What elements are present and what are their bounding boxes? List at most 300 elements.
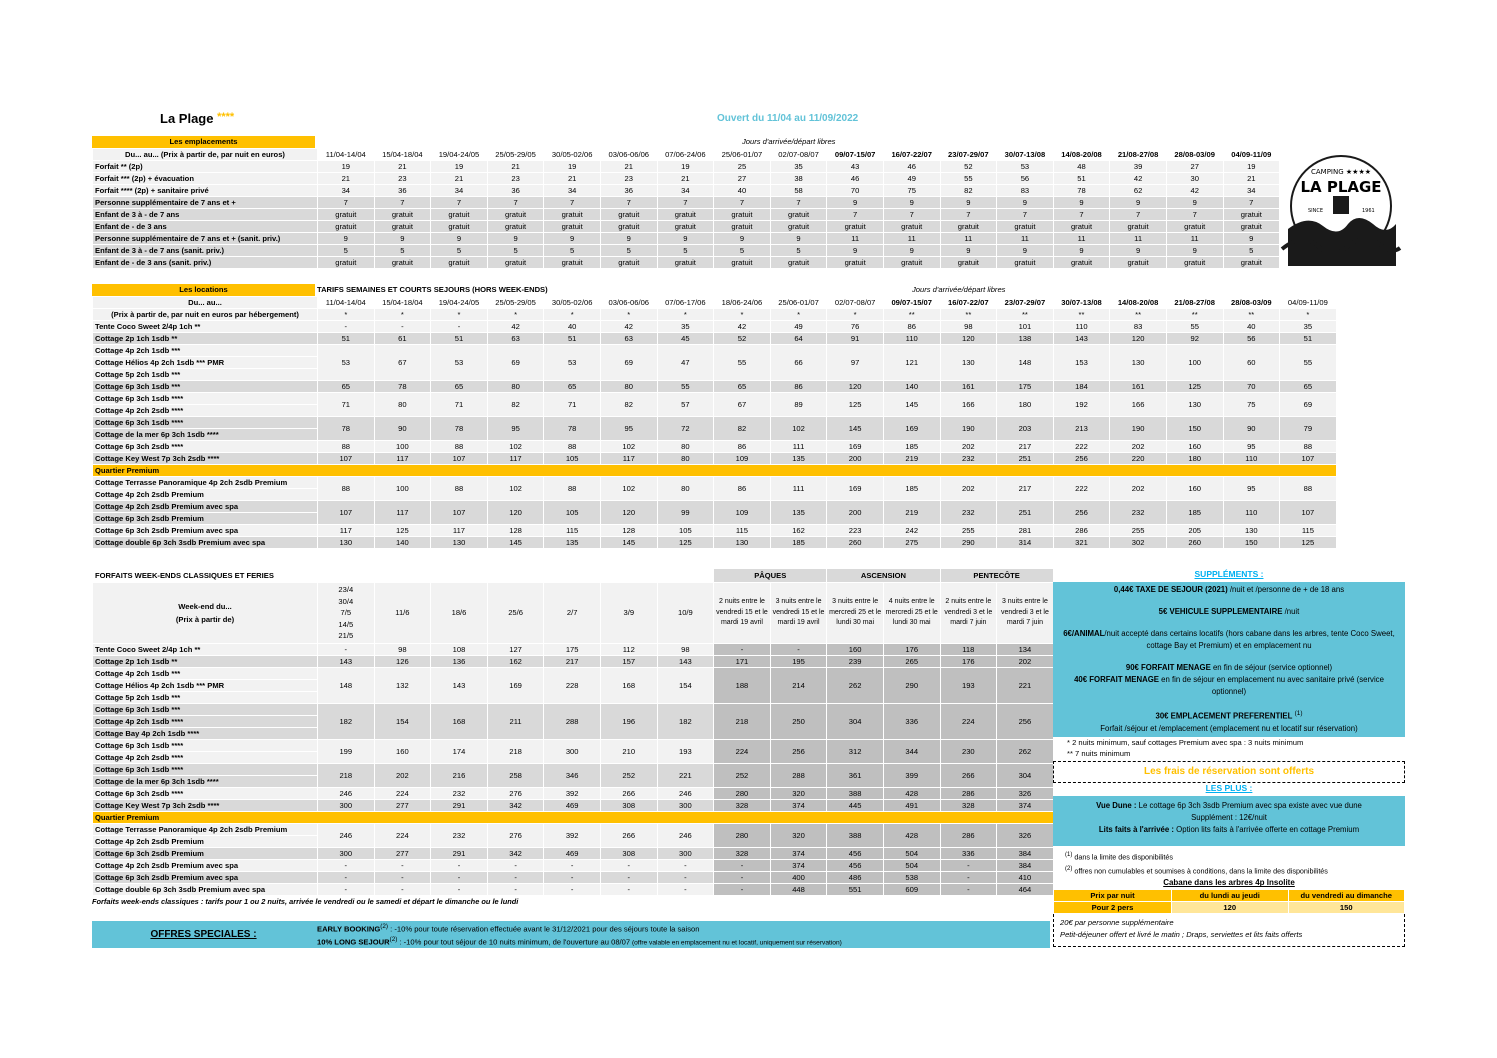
price-cell: 250 [770, 704, 827, 740]
price-cell: 78 [431, 417, 488, 441]
price-cell: 221 [657, 764, 714, 788]
price-cell: 145 [600, 537, 657, 549]
price-cell: 185 [883, 477, 940, 501]
price-cell: 400 [770, 872, 827, 884]
price-cell: 202 [997, 656, 1054, 668]
holiday-period: 2 nuits entre le vendredi 15 et le mardi 19 avril [714, 583, 771, 644]
price-cell: 21 [1223, 173, 1280, 185]
price-cell: 40 [544, 321, 601, 333]
price-cell: 160 [1166, 477, 1223, 501]
price-cell: 216 [431, 764, 488, 788]
price-cell: 199 [318, 740, 375, 764]
note-1: $^{(1)}$ dans la limite des disponibilités [1065, 851, 1174, 861]
accommodation-label: Cottage de la mer 6p 3ch 1sdb **** [93, 429, 318, 441]
price-cell: 266 [600, 824, 657, 848]
price-cell: 65 [431, 381, 488, 393]
price-cell: 224 [940, 704, 997, 740]
period-header: 09/07-15/07 [827, 149, 884, 161]
price-cell: 308 [600, 848, 657, 860]
holiday-period: 4 nuits entre le mercredi 25 et le lundi 30 mai [883, 583, 940, 644]
price-cell: 304 [827, 704, 884, 740]
period-header: 18/06-24/06 [714, 297, 771, 309]
price-cell: 202 [940, 441, 997, 453]
accommodation-label: Cottage 6p 3ch 2sdb **** [93, 441, 318, 453]
price-cell: 232 [940, 501, 997, 525]
price-cell: 40 [1223, 321, 1280, 333]
price-cell: 107 [1280, 501, 1337, 525]
price-cell: 79 [1280, 417, 1337, 441]
price-cell: 42 [487, 321, 544, 333]
min-stay-star: ** [1223, 309, 1280, 321]
price-cell: 88 [318, 441, 375, 453]
price-cell: 308 [600, 800, 657, 812]
price-cell: 162 [487, 656, 544, 668]
price-cell: 5 [600, 245, 657, 257]
price-cell: 112 [600, 644, 657, 656]
price-cell: - [544, 884, 601, 896]
price-cell: 168 [431, 704, 488, 740]
price-cell: 374 [770, 848, 827, 860]
price-cell: 46 [883, 161, 940, 173]
price-cell: 154 [374, 704, 431, 740]
price-cell: 97 [827, 345, 884, 381]
price-cell: 262 [997, 740, 1054, 764]
price-cell: gratuit [1166, 257, 1223, 269]
price-cell: 190 [940, 417, 997, 441]
price-cell: 232 [1110, 501, 1167, 525]
price-cell: gratuit [657, 209, 714, 221]
price-cell: 211 [487, 704, 544, 740]
price-cell: 11 [883, 233, 940, 245]
price-cell: - [431, 884, 488, 896]
price-cell: 88 [1280, 441, 1337, 453]
price-cell: 232 [940, 453, 997, 465]
price-cell: - [374, 860, 431, 872]
price-cell: 43 [827, 161, 884, 173]
price-cell: 9 [714, 233, 771, 245]
price-cell: 55 [1280, 345, 1337, 381]
price-cell: 9 [1223, 233, 1280, 245]
price-cell: 102 [770, 417, 827, 441]
price-cell: 57 [657, 393, 714, 417]
table-row [93, 644, 1054, 656]
price-cell: 219 [883, 453, 940, 465]
price-cell: 260 [1166, 537, 1223, 549]
supplements-panel [1053, 569, 1405, 947]
table-row [93, 477, 1337, 489]
free-days-note: Jours d'arrivée/départ libres [742, 137, 836, 146]
weekend-date: 2/7 [544, 583, 601, 644]
price-cell: 7 [714, 197, 771, 209]
price-cell: 218 [714, 704, 771, 740]
min-stay-star: ** [940, 309, 997, 321]
price-cell: 280 [714, 788, 771, 800]
price-cell: 290 [883, 668, 940, 704]
price-cell: 169 [827, 441, 884, 453]
accommodation-label: Cottage 5p 2ch 1sdb *** [93, 692, 318, 704]
price-cell: 95 [600, 417, 657, 441]
price-cell: 7 [997, 209, 1054, 221]
price-cell: 456 [827, 848, 884, 860]
price-cell: 176 [940, 656, 997, 668]
locations-section [92, 284, 1337, 549]
period-header: 16/07-22/07 [940, 297, 997, 309]
price-cell: 384 [997, 860, 1054, 872]
price-cell: gratuit [770, 221, 827, 233]
price-cell: 62 [1110, 185, 1167, 197]
price-cell: gratuit [1166, 221, 1223, 233]
price-cell: 125 [374, 525, 431, 537]
price-cell: 5 [770, 245, 827, 257]
table-row [93, 704, 1054, 716]
price-cell: - [431, 860, 488, 872]
accommodation-label: Cottage 6p 3ch 2sdb Premium [93, 848, 318, 860]
price-cell: 213 [1053, 417, 1110, 441]
price-cell: 140 [374, 537, 431, 549]
price-cell: 132 [374, 668, 431, 704]
price-cell: - [544, 872, 601, 884]
price-cell: gratuit [827, 257, 884, 269]
price-cell: gratuit [714, 221, 771, 233]
accommodation-label: Cottage 4p 2ch 1sdb **** [93, 716, 318, 728]
price-cell: 11 [1110, 233, 1167, 245]
les-plus-box: Vue Dune : Le cottage 6p 3ch 3sdb Premium avec spa existe avec vue dune Supplément : 12€/nuit Lits faits à l'arrivée : Option lits faits à l'arrivée offerte en cottage Premium [1053, 796, 1405, 846]
accommodation-label: Cottage 4p 2ch 2sdb Premium [93, 836, 318, 848]
price-cell: 82 [940, 185, 997, 197]
min-stay-star: * [487, 309, 544, 321]
weekend-footnote: Forfaits week-ends classiques : tarifs pour 1 ou 2 nuits, arrivée le vendredi ou le samedi et départ le dimanche ou le lundi [92, 897, 519, 906]
price-cell: 9 [883, 197, 940, 209]
price-cell: 80 [600, 381, 657, 393]
accommodation-label: Cottage 4p 2ch 2sdb Premium [93, 489, 318, 501]
period-header: 07/06-24/06 [657, 149, 714, 161]
price-cell: 219 [883, 501, 940, 525]
price-cell: 49 [770, 321, 827, 333]
price-cell: 90 [374, 417, 431, 441]
price-cell: - [374, 321, 431, 333]
opening-dates: Ouvert du 11/04 au 11/09/2022 [717, 113, 859, 124]
accommodation-label: Cottage 4p 2ch 2sdb **** [93, 752, 318, 764]
table-row [93, 393, 1337, 405]
price-cell: - [374, 872, 431, 884]
price-cell: 9 [883, 245, 940, 257]
price-cell: 232 [431, 788, 488, 800]
accommodation-label: Cottage 6p 3ch 2sdb Premium avec spa [93, 525, 318, 537]
price-cell: 9 [997, 245, 1054, 257]
price-cell: 40 [714, 185, 771, 197]
price-cell: 117 [374, 453, 431, 465]
price-cell: 188 [714, 668, 771, 704]
price-cell: 134 [997, 644, 1054, 656]
price-cell: 217 [997, 441, 1054, 453]
price-cell: 11 [827, 233, 884, 245]
holiday-header: PENTECÔTE [940, 569, 1053, 583]
accommodation-label: Cottage 6p 3ch 1sdb **** [93, 764, 318, 776]
price-cell: 126 [374, 656, 431, 668]
price-cell: 75 [883, 185, 940, 197]
price-cell: 95 [1223, 441, 1280, 453]
price-cell: 195 [770, 656, 827, 668]
price-cell: 7 [374, 197, 431, 209]
min-stay-note-2: ** 7 nuits minimum [1067, 748, 1131, 758]
price-cell: - [714, 872, 771, 884]
price-cell: 9 [1110, 197, 1167, 209]
table-row [93, 537, 1337, 549]
price-cell: 7 [770, 197, 827, 209]
min-stay-note-1: * 2 nuits minimum, sauf cottages Premium avec spa : 3 nuits minimum [1067, 737, 1304, 747]
price-cell: 42 [714, 321, 771, 333]
price-cell: 21 [487, 161, 544, 173]
price-cell: 30 [1166, 173, 1223, 185]
table-row [93, 381, 1337, 393]
price-cell: - [657, 872, 714, 884]
section-subtitle: TARIFS SEMAINES ET COURTS SEJOURS (HORS WEEK-ENDS) [317, 285, 548, 294]
holiday-header: ASCENSION [827, 569, 940, 583]
price-cell: 11 [997, 233, 1054, 245]
period-header: 15/04-18/04 [374, 149, 431, 161]
price-cell: 184 [1053, 381, 1110, 393]
price-cell: 42 [600, 321, 657, 333]
price-cell: 504 [883, 848, 940, 860]
price-cell: - [487, 872, 544, 884]
row-label: Enfant de 3 à - de 7 ans (sanit. priv.) [93, 245, 318, 257]
price-cell: 80 [657, 477, 714, 501]
table-row [93, 161, 1280, 173]
price-cell: 140 [883, 381, 940, 393]
price-cell: 392 [544, 788, 601, 800]
price-cell: 125 [1166, 381, 1223, 393]
svg-text:SINCE: SINCE [1308, 208, 1324, 214]
price-cell: 5 [544, 245, 601, 257]
price-cell: - [770, 644, 827, 656]
price-cell: gratuit [883, 221, 940, 233]
price-cell: 9 [657, 233, 714, 245]
price-cell: 53 [997, 161, 1054, 173]
price-cell: 486 [827, 872, 884, 884]
price-cell: 128 [487, 525, 544, 537]
price-cell: - [487, 860, 544, 872]
price-cell: 130 [1223, 525, 1280, 537]
cabane-table: Prix par nuit du lundi au jeudi du vendredi au dimanche Pour 2 pers 120 150 [1053, 889, 1405, 914]
price-cell: 145 [487, 537, 544, 549]
price-cell: gratuit [487, 221, 544, 233]
price-cell: 202 [374, 764, 431, 788]
min-stay-star: * [657, 309, 714, 321]
price-cell: 180 [1166, 453, 1223, 465]
price-cell: 109 [714, 501, 771, 525]
price-cell: 256 [997, 704, 1054, 740]
table-row [93, 453, 1337, 465]
price-cell: 127 [487, 644, 544, 656]
price-cell: 117 [487, 453, 544, 465]
price-cell: gratuit [657, 221, 714, 233]
price-cell: 5 [657, 245, 714, 257]
price-cell: 115 [544, 525, 601, 537]
min-stay-star: ** [1053, 309, 1110, 321]
price-cell: - [657, 860, 714, 872]
price-cell: gratuit [714, 257, 771, 269]
row-label: Enfant de - de 3 ans (sanit. priv.) [93, 257, 318, 269]
price-cell: 70 [1223, 381, 1280, 393]
price-cell: - [600, 884, 657, 896]
price-cell: 445 [827, 800, 884, 812]
price-cell: 19 [318, 161, 375, 173]
price-cell: 51 [544, 333, 601, 345]
table-row [93, 656, 1054, 668]
min-stay-star: * [1280, 309, 1337, 321]
price-cell: 130 [318, 537, 375, 549]
price-cell: 266 [940, 764, 997, 788]
price-cell: - [940, 860, 997, 872]
price-cell: 200 [827, 453, 884, 465]
price-cell: 9 [431, 233, 488, 245]
accommodation-label: Cottage Terrasse Panoramique 4p 2ch 2sdb Premium [93, 477, 318, 489]
price-cell: 217 [997, 477, 1054, 501]
emplacements-section [92, 136, 1280, 269]
price-cell: 117 [318, 525, 375, 537]
accommodation-label: Cottage Bay 4p 2ch 1sdb **** [93, 728, 318, 740]
price-cell: 23 [487, 173, 544, 185]
price-cell: 7 [827, 209, 884, 221]
holiday-period: 2 nuits entre le vendredi 3 et le mardi 7 juin [940, 583, 997, 644]
price-cell: 9 [544, 233, 601, 245]
price-cell: 115 [1280, 525, 1337, 537]
price-cell: gratuit [544, 257, 601, 269]
price-cell: gratuit [1110, 221, 1167, 233]
accommodation-label: Cottage 4p 2ch 2sdb Premium avec spa [93, 501, 318, 513]
price-cell: 428 [883, 788, 940, 800]
price-cell: - [940, 872, 997, 884]
price-cell: 256 [770, 740, 827, 764]
price-cell: 105 [657, 525, 714, 537]
min-stay-star: * [431, 309, 488, 321]
price-cell: 5 [318, 245, 375, 257]
price-cell: 92 [1166, 333, 1223, 345]
price-cell: 399 [883, 764, 940, 788]
price-cell: 153 [1053, 345, 1110, 381]
price-cell: 99 [657, 501, 714, 525]
accommodation-label: Cottage 6p 3ch 1sdb **** [93, 393, 318, 405]
table-row [93, 233, 1280, 245]
price-cell: 55 [1166, 321, 1223, 333]
price-cell: 252 [600, 764, 657, 788]
col-head: Du... au... [93, 297, 318, 309]
period-header: 23/07-29/07 [997, 297, 1054, 309]
svg-text:CAMPING ★★★★: CAMPING ★★★★ [1311, 168, 1371, 176]
price-cell: 55 [714, 345, 771, 381]
price-cell: 182 [657, 704, 714, 740]
price-cell: 120 [487, 501, 544, 525]
price-cell: 21 [544, 173, 601, 185]
price-cell: 388 [827, 824, 884, 848]
price-cell: 88 [431, 477, 488, 501]
price-cell: - [714, 644, 771, 656]
price-cell: 51 [1280, 333, 1337, 345]
price-cell: 69 [487, 345, 544, 381]
price-cell: 143 [431, 668, 488, 704]
price-cell: 251 [997, 501, 1054, 525]
holiday-period: 3 nuits entre le vendredi 3 et le mardi 7 juin [997, 583, 1054, 644]
price-cell: 346 [544, 764, 601, 788]
min-stay-star: * [318, 309, 375, 321]
price-cell: 469 [544, 848, 601, 860]
holiday-period: 3 nuits entre le mercredi 25 et le lundi 30 mai [827, 583, 884, 644]
col-head: (Prix à partir de, par nuit en euros par hébergement) [93, 309, 318, 321]
price-cell: 102 [487, 477, 544, 501]
price-cell: 169 [827, 477, 884, 501]
price-cell: 100 [374, 441, 431, 453]
table-row [93, 345, 1337, 357]
price-cell: 171 [714, 656, 771, 668]
price-cell: 169 [487, 668, 544, 704]
price-cell: gratuit [374, 221, 431, 233]
period-header: 03/06-06/06 [600, 149, 657, 161]
price-cell: 150 [1223, 537, 1280, 549]
price-cell: - [600, 872, 657, 884]
price-cell: 120 [827, 381, 884, 393]
price-cell: 374 [770, 800, 827, 812]
period-header: 30/07-13/08 [997, 149, 1054, 161]
price-cell: 52 [714, 333, 771, 345]
price-cell: 143 [318, 656, 375, 668]
price-cell: 277 [374, 848, 431, 860]
price-cell: 21 [318, 173, 375, 185]
price-cell: gratuit [940, 257, 997, 269]
price-cell: 291 [431, 800, 488, 812]
price-cell: 69 [600, 345, 657, 381]
price-cell: - [318, 321, 375, 333]
price-cell: 161 [1110, 381, 1167, 393]
price-cell: - [431, 872, 488, 884]
price-cell: gratuit [318, 257, 375, 269]
price-cell: 609 [883, 884, 940, 896]
price-cell: gratuit [318, 209, 375, 221]
svg-text:1961: 1961 [1362, 208, 1375, 214]
price-cell: 9 [997, 197, 1054, 209]
price-cell: 551 [827, 884, 884, 896]
price-cell: 91 [827, 333, 884, 345]
camping-logo [1278, 154, 1404, 272]
price-cell: 11 [940, 233, 997, 245]
price-cell: 51 [431, 333, 488, 345]
price-cell: 19 [657, 161, 714, 173]
table-row [93, 884, 1054, 896]
price-cell: 262 [827, 668, 884, 704]
price-cell: 69 [1280, 393, 1337, 417]
price-cell: 86 [883, 321, 940, 333]
price-cell: 36 [374, 185, 431, 197]
price-cell: 25 [714, 161, 771, 173]
price-cell: 48 [1053, 161, 1110, 173]
price-cell: 63 [487, 333, 544, 345]
price-cell: 266 [600, 788, 657, 800]
price-cell: 228 [544, 668, 601, 704]
price-cell: 130 [940, 345, 997, 381]
price-cell: 239 [827, 656, 884, 668]
price-cell: 320 [770, 788, 827, 800]
price-cell: gratuit [1223, 221, 1280, 233]
price-cell: 326 [997, 824, 1054, 848]
price-cell: 256 [1053, 453, 1110, 465]
price-cell: - [318, 860, 375, 872]
price-cell: 175 [997, 381, 1054, 393]
price-cell: 143 [1053, 333, 1110, 345]
price-cell: 47 [657, 345, 714, 381]
price-cell: 277 [374, 800, 431, 812]
price-cell: 361 [827, 764, 884, 788]
price-cell: gratuit [600, 221, 657, 233]
table-row [93, 257, 1280, 269]
